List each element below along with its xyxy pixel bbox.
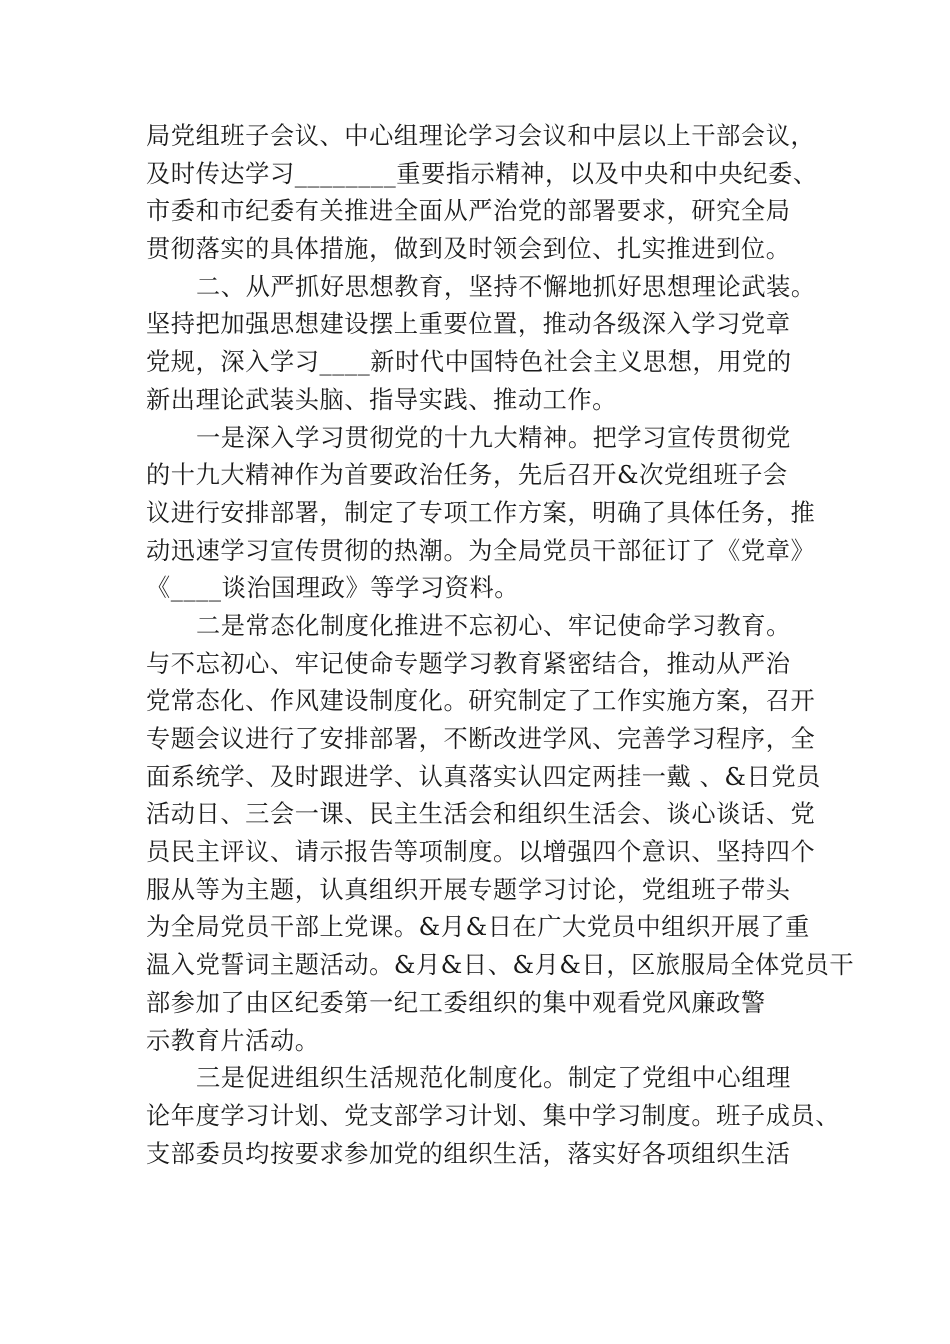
text-line: 新出理论武装头脑、指导实践、推动工作。 bbox=[146, 385, 617, 414]
paragraph-start-line: 二是常态化制度化推进不忘初心、牢记使命学习教育。 bbox=[196, 611, 791, 640]
text-line: 及时传达学习________重要指示精神，以及中央和中央纪委、 bbox=[146, 159, 818, 188]
text-line: 面系统学、及时跟进学、认真落实认四定两挂一戴 、&日党员 bbox=[146, 762, 821, 791]
text-line: 员民主评议、请示报告等项制度。以增强四个意识、坚持四个 bbox=[146, 838, 816, 867]
text-line: 的十九大精神作为首要政治任务，先后召开&次党组班子会 bbox=[146, 461, 788, 490]
document-body bbox=[146, 118, 855, 1173]
text-line: 贯彻落实的具体措施，做到及时领会到位、扎实推进到位。 bbox=[146, 235, 791, 264]
text-line: 动迅速学习宣传贯彻的热潮。为全局党员干部征订了《党章》 bbox=[146, 536, 816, 565]
text-line: 活动日、三会一课、民主生活会和组织生活会、谈心谈话、党 bbox=[146, 800, 816, 829]
paragraph-start-line: 二、从严抓好思想教育，坚持不懈地抓好思想理论武装。 bbox=[196, 272, 816, 301]
paragraph-start-line: 三是促进组织生活规范化制度化。制定了党组中心组理 bbox=[196, 1064, 791, 1093]
text-line: 与不忘初心、牢记使命专题学习教育紧密结合，推动从严治 bbox=[146, 649, 791, 678]
text-line: 坚持把加强思想建设摆上重要位置，推动各级深入学习党章 bbox=[146, 310, 791, 339]
text-line: 专题会议进行了安排部署，不断改进学风、完善学习程序，全 bbox=[146, 725, 816, 753]
text-line: 《____谈治国理政》等学习资料。 bbox=[146, 574, 520, 603]
text-line: 服从等为主题，认真组织开展专题学习讨论，党组班子带头 bbox=[146, 875, 791, 904]
paragraph-start-line: 一是深入学习贯彻党的十九大精神。把学习宣传贯彻党 bbox=[196, 423, 791, 452]
text-line: 为全局党员干部上党课。&月&日在广大党员中组织开展了重 bbox=[146, 913, 810, 942]
text-line: 党常态化、作风建设制度化。研究制定了工作实施方案，召开 bbox=[146, 687, 816, 716]
text-line: 局党组班子会议、中心组理论学习会议和中层以上干部会议， bbox=[146, 122, 816, 150]
text-line: 温入党誓词主题活动。&月&日、&月&日，区旅服局全体党员干 bbox=[146, 951, 855, 980]
text-line: 部参加了由区纪委第一纪工委组织的集中观看党风廉政警 bbox=[146, 988, 766, 1017]
text-line: 示教育片活动。 bbox=[146, 1026, 320, 1055]
text-line: 论年度学习计划、党支部学习计划、集中学习制度。班子成员、 bbox=[146, 1101, 841, 1130]
text-line: 党规，深入学习____新时代中国特色社会主义思想，用党的 bbox=[146, 348, 792, 377]
text-line: 支部委员均按要求参加党的组织生活，落实好各项组织生活 bbox=[146, 1139, 791, 1168]
text-line: 市委和市纪委有关推进全面从严治党的部署要求，研究全局 bbox=[146, 197, 791, 226]
text-line: 议进行安排部署，制定了专项工作方案，明确了具体任务，推 bbox=[146, 498, 816, 527]
